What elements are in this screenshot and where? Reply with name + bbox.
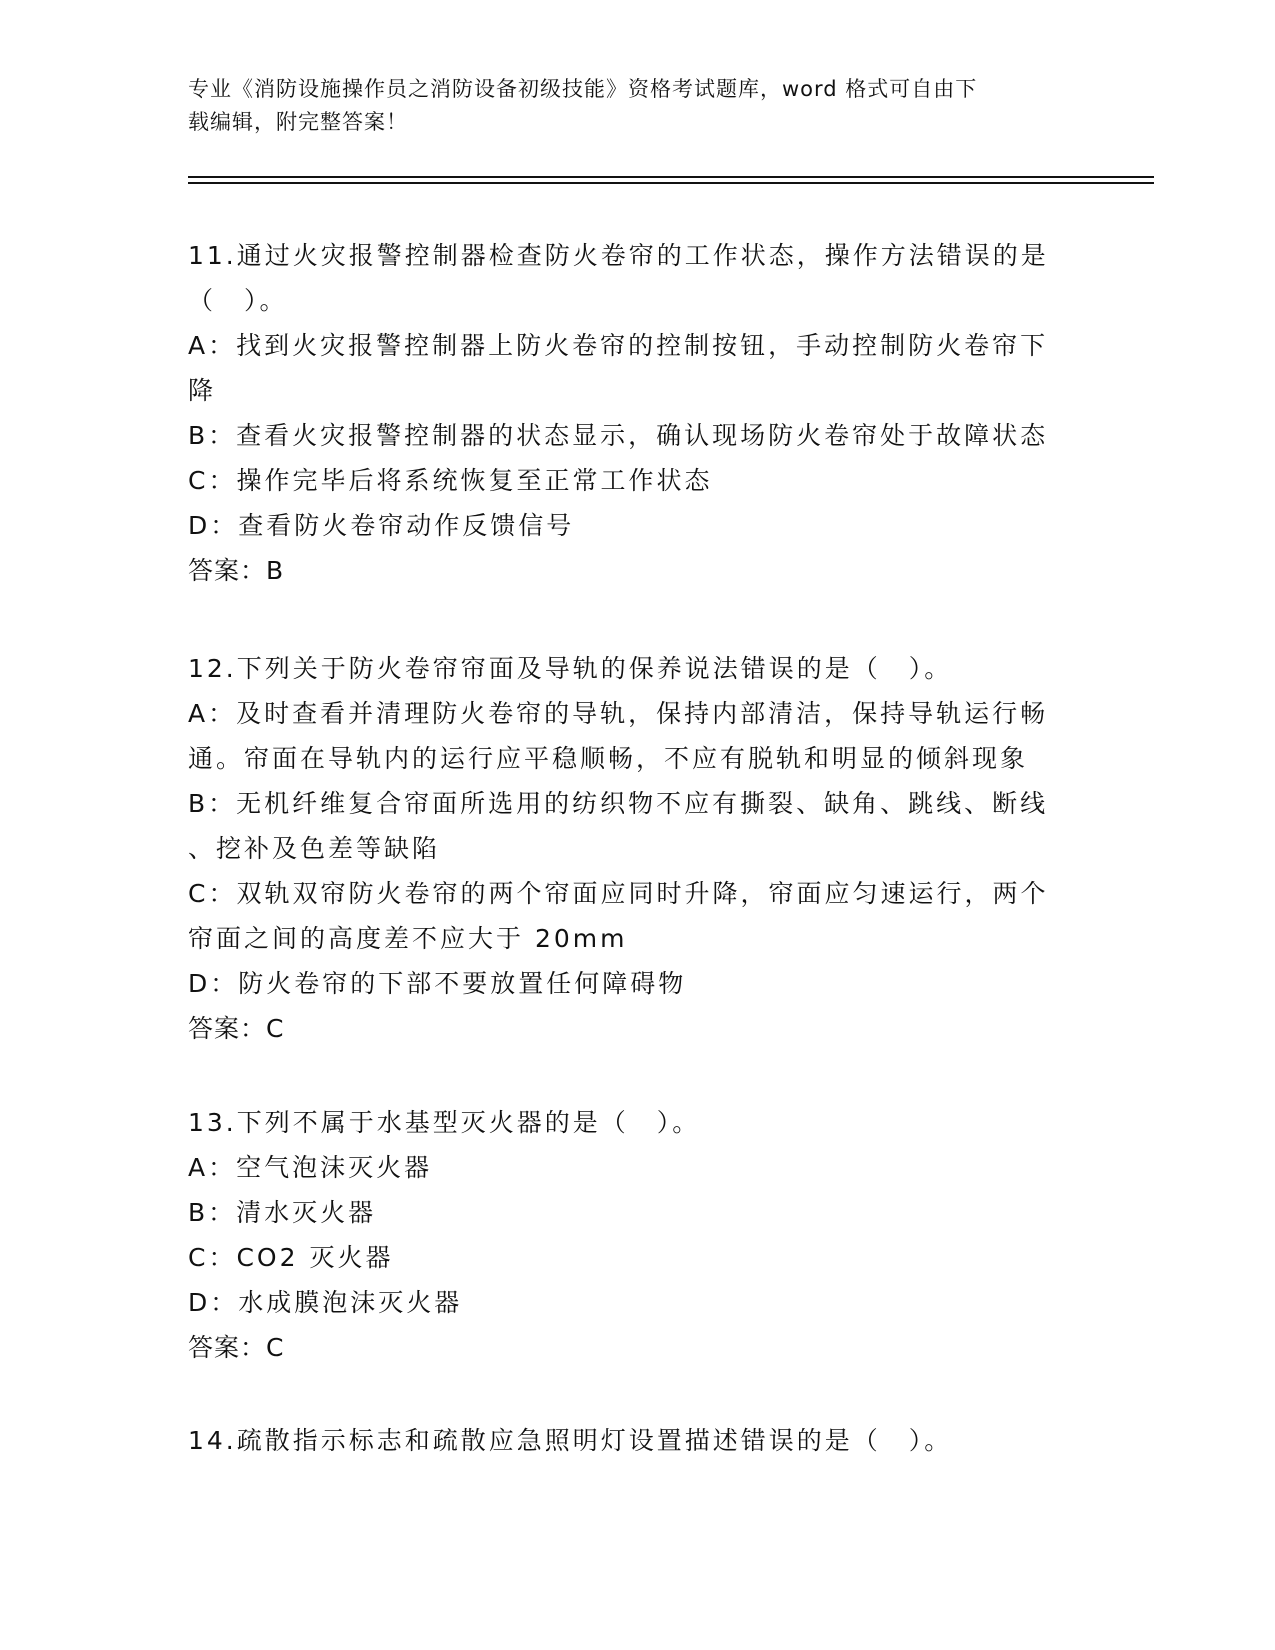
question-11 <box>188 233 1088 593</box>
header-divider-bottom <box>188 182 1154 184</box>
option-a-continued: 降 <box>188 376 217 405</box>
option-d: D：水成膜泡沫灭火器 <box>188 1288 463 1317</box>
document-header <box>188 73 1088 139</box>
question-stem: 12.下列关于防火卷帘帘面及导轨的保养说法错误的是（ ）。 <box>188 654 953 683</box>
option-d: D：防火卷帘的下部不要放置任何障碍物 <box>188 969 687 998</box>
option-a: A：及时查看并清理防火卷帘的导轨，保持内部清洁，保持导轨运行畅 <box>188 699 1049 728</box>
question-stem: 14.疏散指示标志和疏散应急照明灯设置描述错误的是（ ）。 <box>188 1426 953 1455</box>
option-d: D：查看防火卷帘动作反馈信号 <box>188 511 575 540</box>
header-divider-top <box>188 176 1154 178</box>
header-line-1: 专业《消防设施操作员之消防设备初级技能》资格考试题库，word 格式可自由下 <box>188 77 978 101</box>
question-14 <box>188 1418 1088 1463</box>
option-a: A：空气泡沫灭火器 <box>188 1153 433 1182</box>
question-stem: （ ）。 <box>188 286 288 315</box>
option-b-continued: 、挖补及色差等缺陷 <box>188 834 441 863</box>
question-stem: 11.通过火灾报警控制器检查防火卷帘的工作状态，操作方法错误的是 <box>188 241 1049 270</box>
option-b: B：查看火灾报警控制器的状态显示，确认现场防火卷帘处于故障状态 <box>188 421 1049 450</box>
option-b: B：无机纤维复合帘面所选用的纺织物不应有撕裂、缺角、跳线、断线 <box>188 789 1049 818</box>
answer-line: 答案：B <box>188 556 285 585</box>
option-c-continued: 帘面之间的高度差不应大于 20mm <box>188 924 628 953</box>
option-a-continued: 通。帘面在导轨内的运行应平稳顺畅，不应有脱轨和明显的倾斜现象 <box>188 744 1029 773</box>
header-line-2: 载编辑，附完整答案！ <box>188 110 408 134</box>
answer-line: 答案：C <box>188 1333 285 1362</box>
option-c: C：CO2 灭火器 <box>188 1243 394 1272</box>
answer-line: 答案：C <box>188 1014 285 1043</box>
option-c: C：操作完毕后将系统恢复至正常工作状态 <box>188 466 713 495</box>
question-stem: 13.下列不属于水基型灭火器的是（ ）。 <box>188 1108 701 1137</box>
question-12 <box>188 646 1088 1051</box>
question-13 <box>188 1100 1088 1370</box>
option-b: B：清水灭火器 <box>188 1198 377 1227</box>
option-a: A：找到火灾报警控制器上防火卷帘的控制按钮，手动控制防火卷帘下 <box>188 331 1049 360</box>
option-c: C：双轨双帘防火卷帘的两个帘面应同时升降，帘面应匀速运行，两个 <box>188 879 1049 908</box>
